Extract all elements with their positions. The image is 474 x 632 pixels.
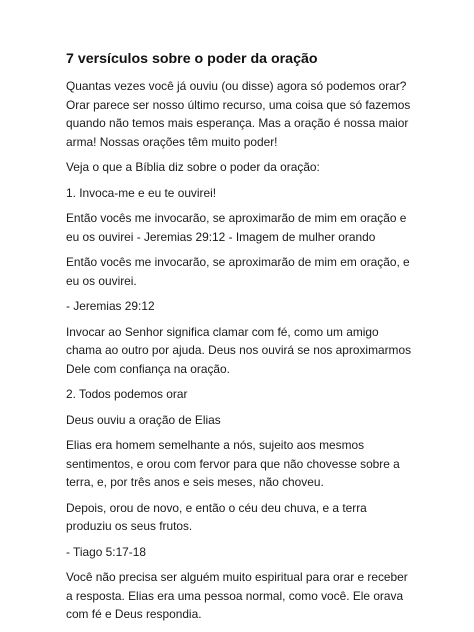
paragraph-verse-1-explanation bbox=[66, 323, 416, 379]
text-line: Então vocês me invocarão, se aproximarão de mim em oração e bbox=[66, 211, 407, 225]
paragraph-bible-intro bbox=[66, 158, 416, 177]
text-line: eu os ouvirei - Jeremias 29:12 - Imagem de mulher orando bbox=[66, 229, 376, 244]
text-line: Orar parece ser nosso último recurso, uma coisa que só fazemos bbox=[66, 97, 411, 112]
text-line: Você não precisa ser alguém muito espiritual para orar e receber bbox=[66, 570, 408, 584]
text-line: Depois, orou de novo, e então o céu deu chuva, e a terra bbox=[66, 500, 367, 515]
text-line: eu os ouvirei. bbox=[66, 273, 137, 288]
text-line: Invocar ao Senhor significa clamar com fé, como um amigo bbox=[66, 324, 379, 339]
text-line: - Tiago 5:17-18 bbox=[66, 544, 146, 559]
document-content bbox=[66, 50, 416, 631]
text-line: chama ao outro por ajuda. Deus nos ouvirá se nos aproximarmos bbox=[66, 343, 412, 357]
heading-verse-1 bbox=[66, 184, 416, 203]
text-line: arma! Nossas orações têm muito poder! bbox=[66, 134, 278, 149]
paragraph-verse-1-image-caption bbox=[66, 209, 416, 246]
text-line: Dele com confiança na oração. bbox=[66, 361, 230, 376]
verse-reference bbox=[66, 297, 416, 316]
text-line: terra, e, por três anos e seis meses, não choveu. bbox=[66, 475, 324, 489]
paragraph-verse-1-quote bbox=[66, 253, 416, 290]
text-line: sentimentos, e orou com fervor para que não chovesse sobre a bbox=[66, 456, 400, 471]
paragraph-verse-2-subtitle bbox=[66, 411, 416, 430]
paragraph-intro bbox=[66, 77, 416, 151]
text-line: Veja o que a Bíblia diz sobre o poder da oração: bbox=[66, 160, 320, 174]
paragraph-verse-2-explanation bbox=[66, 568, 416, 624]
text-line: a resposta. Elias era uma pessoa normal, como você. Ele orava bbox=[66, 588, 404, 603]
text-line: Deus ouviu a oração de Elias bbox=[66, 412, 221, 427]
paragraph-verse-2-quote-part-2 bbox=[66, 499, 416, 536]
text-line: - Jeremias 29:12 bbox=[66, 299, 155, 313]
text-line: Quantas vezes você já ouviu (ou disse) agora só podemos orar? bbox=[66, 79, 407, 93]
text-line: 2. Todos podemos orar bbox=[66, 387, 188, 401]
text-line: com fé e Deus respondia. bbox=[66, 607, 202, 621]
text-line: 1. Invoca-me e eu te ouvirei! bbox=[66, 185, 217, 200]
heading-verse-2 bbox=[66, 385, 416, 404]
text-line: Então vocês me invocarão, se aproximarão de mim em oração, e bbox=[66, 255, 410, 269]
paragraph-verse-2-quote-part-1 bbox=[66, 436, 416, 492]
verse-reference bbox=[66, 543, 416, 562]
text-line: Elias era homem semelhante a nós, sujeito aos mesmos bbox=[66, 438, 365, 452]
document-title: 7 versículos sobre o poder da oração bbox=[66, 51, 318, 67]
text-line: quando não temos mais esperança. Mas a oração é nossa maior bbox=[66, 116, 409, 130]
text-line: produziu os seus frutos. bbox=[66, 519, 193, 533]
